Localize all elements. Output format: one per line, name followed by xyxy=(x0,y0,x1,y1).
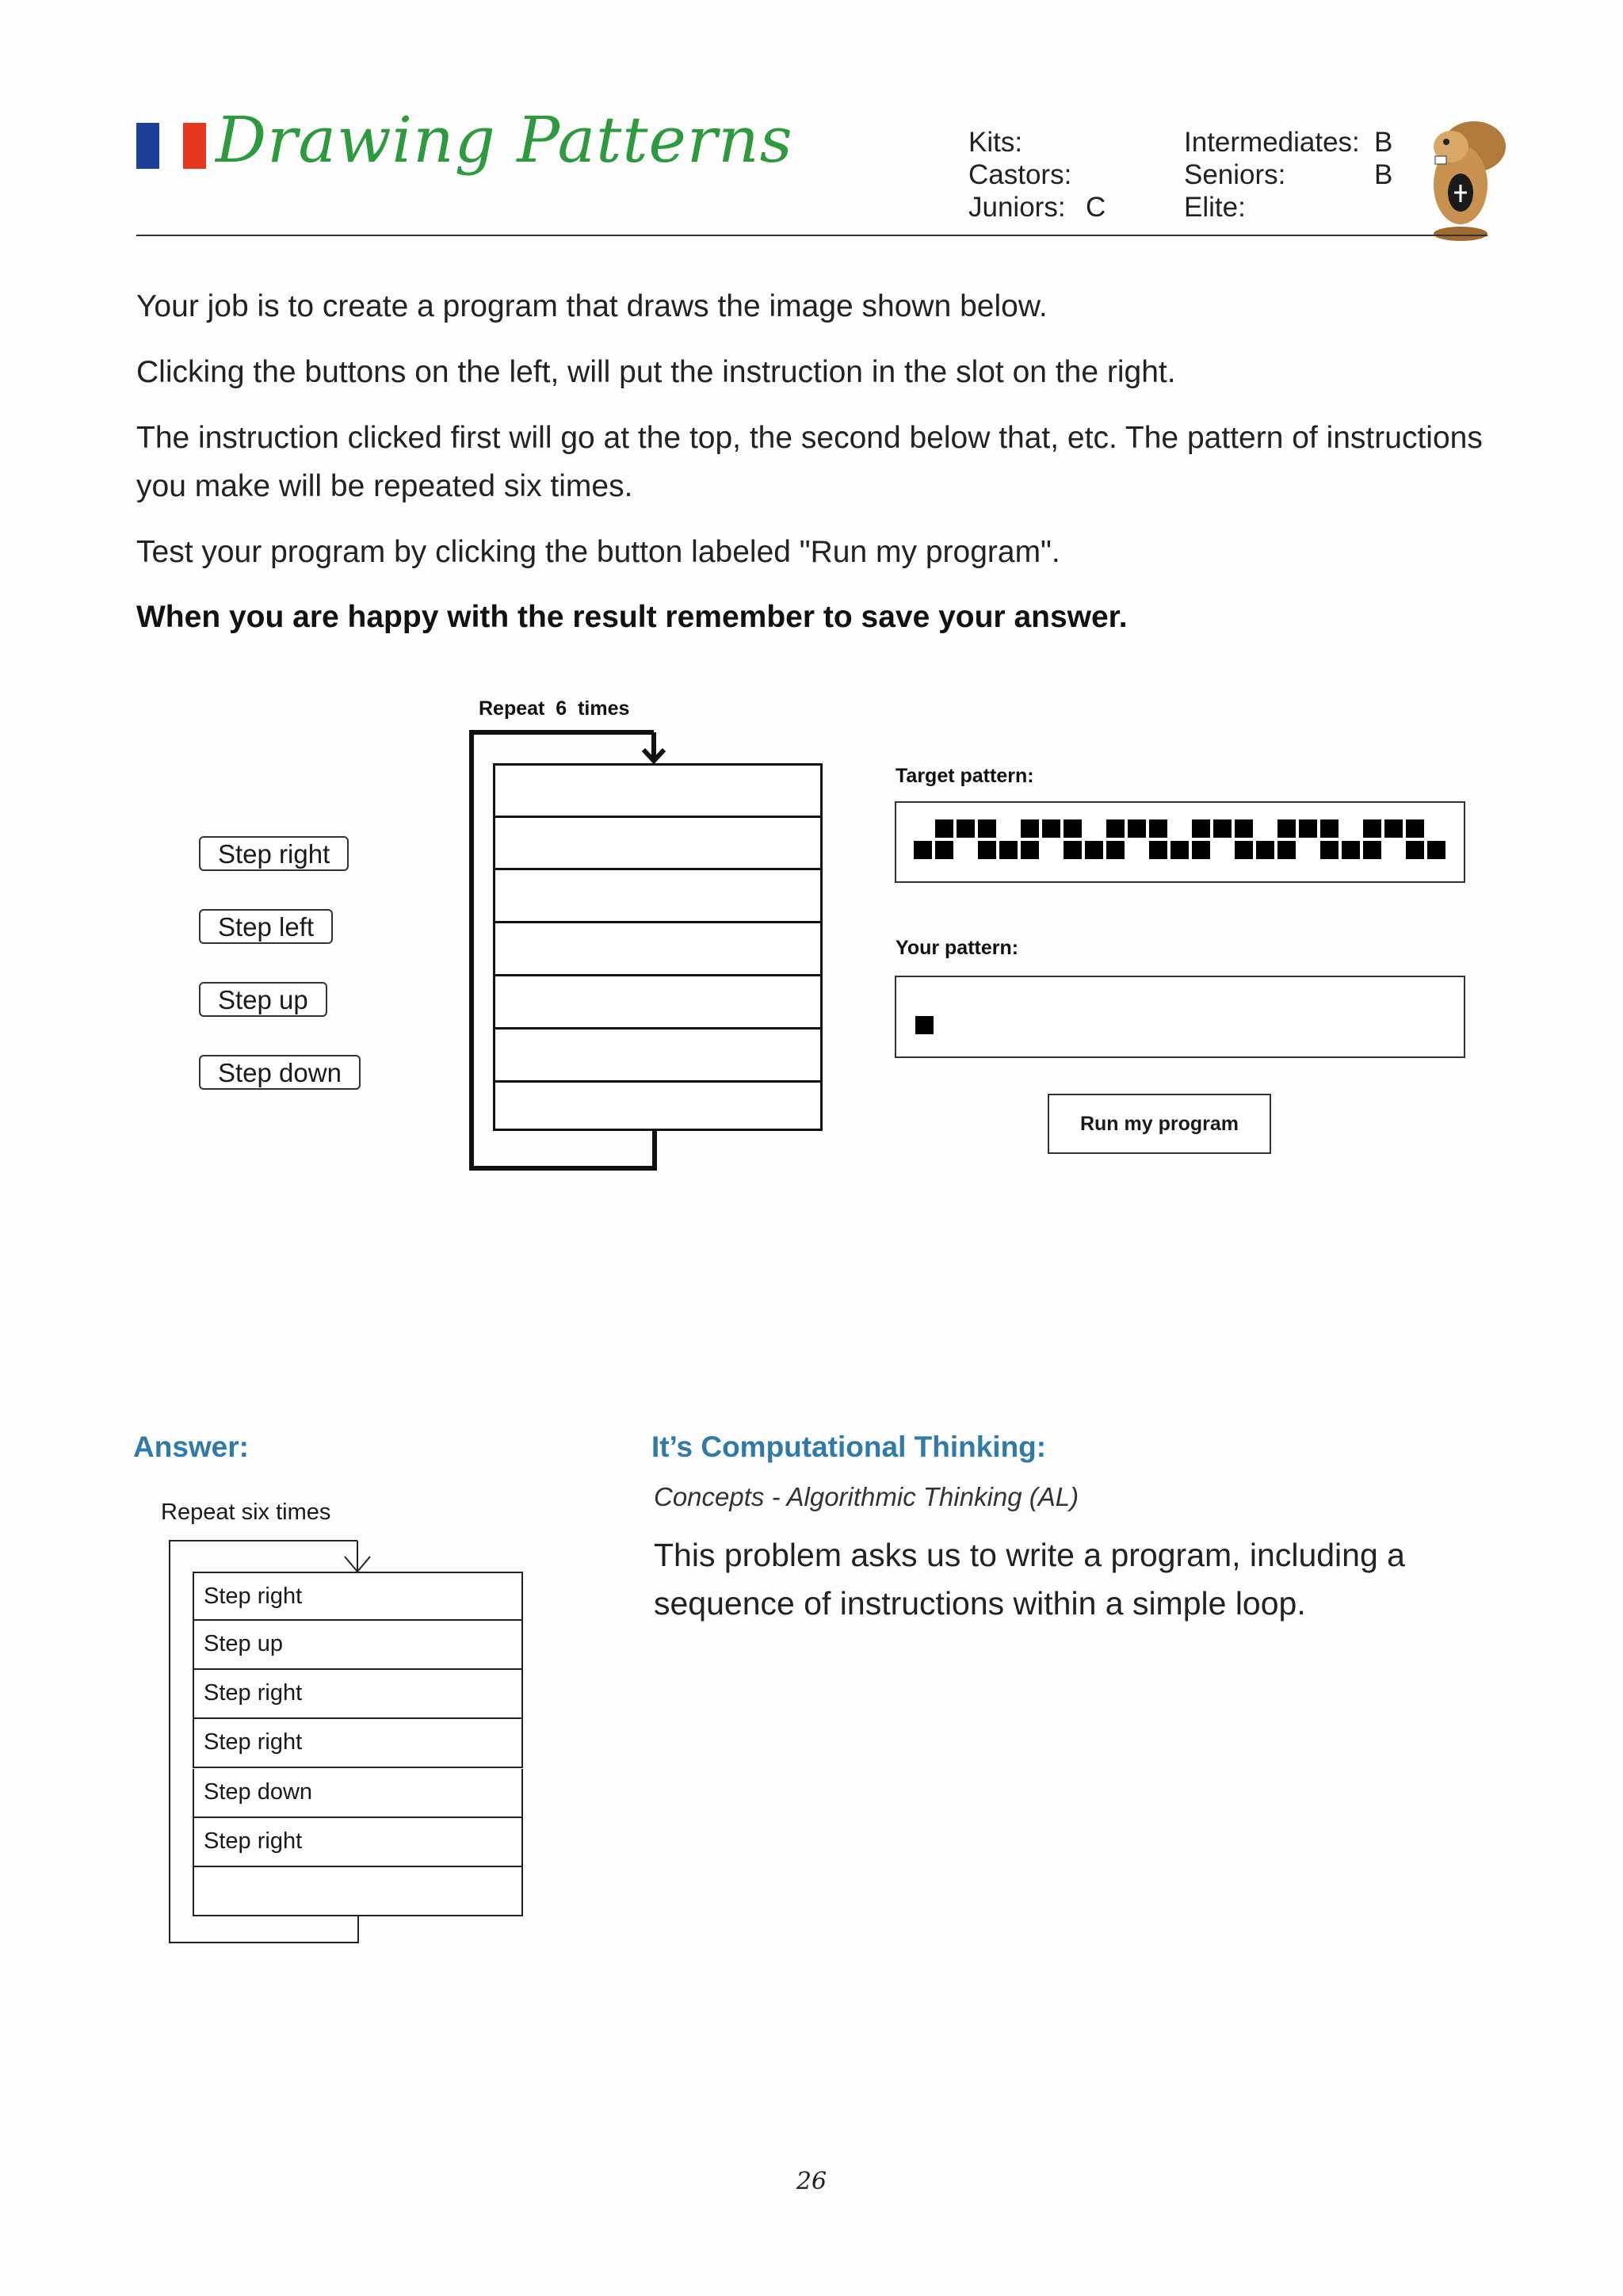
repeat-label: Repeat 6 times xyxy=(479,697,630,720)
answer-heading: Answer: xyxy=(133,1431,249,1463)
step-left-button[interactable]: Step left xyxy=(199,909,333,944)
program-slot-2[interactable] xyxy=(493,818,823,870)
target-pattern-cell xyxy=(1149,819,1167,838)
repeat-count: 6 xyxy=(556,697,567,720)
instruction-paragraph-4: Test your program by clicking the button labeled "Run my program". xyxy=(136,535,1060,569)
target-pattern-cell xyxy=(1106,841,1125,859)
instruction-paragraph-3: The instruction clicked first will go at the top, the second below that, etc. The pattern of instructions you make will be repeated six times. xyxy=(136,421,1483,503)
target-pattern-cell xyxy=(935,819,953,838)
target-pattern-cell xyxy=(1192,819,1210,838)
run-program-button[interactable]: Run my program xyxy=(1048,1094,1271,1154)
your-pattern-label: Your pattern: xyxy=(896,937,1019,959)
your-pattern-cell xyxy=(915,1016,934,1034)
page-number: 26 xyxy=(796,2168,827,2195)
program-slot-1[interactable] xyxy=(493,763,823,818)
target-pattern-cell xyxy=(1106,819,1125,838)
step-right-button[interactable]: Step right xyxy=(199,836,349,871)
target-pattern-cell xyxy=(1320,841,1338,859)
step-down-button[interactable]: Step down xyxy=(199,1055,361,1090)
program-slot-4[interactable] xyxy=(493,923,823,976)
your-pattern-box xyxy=(895,976,1465,1058)
target-pattern-label: Target pattern: xyxy=(896,765,1034,787)
level-seniors-value: B xyxy=(1374,159,1393,190)
target-pattern-cell xyxy=(914,841,932,859)
answer-step-5: Step down xyxy=(193,1769,523,1818)
instruction-paragraph-5: When you are happy with the result remember to save your answer. xyxy=(136,600,1128,634)
target-pattern-cell xyxy=(1363,819,1381,838)
target-pattern-cell xyxy=(1170,841,1189,859)
level-juniors-value: C xyxy=(1086,192,1106,223)
target-pattern-box xyxy=(895,801,1465,883)
target-pattern-cell xyxy=(1085,841,1103,859)
target-pattern-cell xyxy=(1149,841,1167,859)
program-slot-3[interactable] xyxy=(493,870,823,923)
level-intermediates-value: B xyxy=(1374,127,1393,158)
header-divider xyxy=(136,235,1487,236)
target-pattern-cell xyxy=(1213,819,1232,838)
target-pattern-cell xyxy=(1256,841,1274,859)
target-pattern-cell xyxy=(999,841,1018,859)
program-slot-7[interactable] xyxy=(493,1083,823,1131)
target-pattern-cell xyxy=(1384,819,1403,838)
target-pattern-cell xyxy=(1406,819,1424,838)
level-intermediates-label: Intermediates: xyxy=(1184,127,1360,158)
target-pattern-cell xyxy=(1064,819,1082,838)
target-pattern-cell xyxy=(1235,819,1253,838)
instruction-paragraph-2: Clicking the buttons on the left, will put the instruction in the slot on the right. xyxy=(136,355,1176,389)
target-pattern-cell xyxy=(1128,819,1146,838)
level-table xyxy=(968,127,1396,230)
page-title: Drawing Patterns xyxy=(216,103,793,177)
instruction-paragraph-1: Your job is to create a program that draws the image shown below. xyxy=(136,289,1048,323)
ct-heading: It’s Computational Thinking: xyxy=(651,1431,1047,1463)
answer-repeat-label: Repeat six times xyxy=(161,1499,331,1525)
target-pattern-cell xyxy=(935,841,953,859)
answer-step-4: Step right xyxy=(193,1719,523,1768)
target-pattern-cell xyxy=(957,819,975,838)
step-up-button[interactable]: Step up xyxy=(199,982,327,1017)
program-slot-5[interactable] xyxy=(493,976,823,1030)
french-flag-icon xyxy=(136,123,206,169)
level-castors-label: Castors: xyxy=(968,159,1072,190)
target-pattern-cell xyxy=(1192,841,1210,859)
ct-explanation: This problem asks us to write a program, including a sequence of instructions within a simple loop. xyxy=(654,1537,1405,1622)
target-pattern-cell xyxy=(1277,819,1296,838)
program-slot-6[interactable] xyxy=(493,1030,823,1083)
target-pattern-cell xyxy=(1427,841,1445,859)
answer-step-3: Step right xyxy=(193,1670,523,1719)
target-pattern-drawing xyxy=(896,803,1464,881)
target-pattern-cell xyxy=(1406,841,1424,859)
target-pattern-cell xyxy=(1342,841,1360,859)
target-pattern-cell xyxy=(1320,819,1338,838)
level-seniors-label: Seniors: xyxy=(1184,159,1286,190)
answer-step-1: Step right xyxy=(193,1572,523,1621)
answer-step-2: Step up xyxy=(193,1621,523,1670)
level-elite-label: Elite: xyxy=(1184,192,1246,223)
target-pattern-cell xyxy=(1021,841,1039,859)
ct-concepts: Concepts - Algorithmic Thinking (AL) xyxy=(654,1482,1079,1511)
your-pattern-drawing xyxy=(896,977,1464,1056)
answer-step-6: Step right xyxy=(193,1818,523,1867)
target-pattern-cell xyxy=(978,841,996,859)
target-pattern-cell xyxy=(1064,841,1082,859)
target-pattern-cell xyxy=(1235,841,1253,859)
level-kits-label: Kits: xyxy=(968,127,1023,158)
target-pattern-cell xyxy=(1363,841,1381,859)
level-juniors-label: Juniors: xyxy=(968,192,1066,223)
target-pattern-cell xyxy=(1299,819,1317,838)
target-pattern-cell xyxy=(1021,819,1039,838)
target-pattern-cell xyxy=(1042,819,1060,838)
target-pattern-cell xyxy=(1277,841,1296,859)
answer-step-7 xyxy=(193,1867,523,1916)
target-pattern-cell xyxy=(978,819,996,838)
beaver-mascot-icon xyxy=(1415,115,1510,246)
